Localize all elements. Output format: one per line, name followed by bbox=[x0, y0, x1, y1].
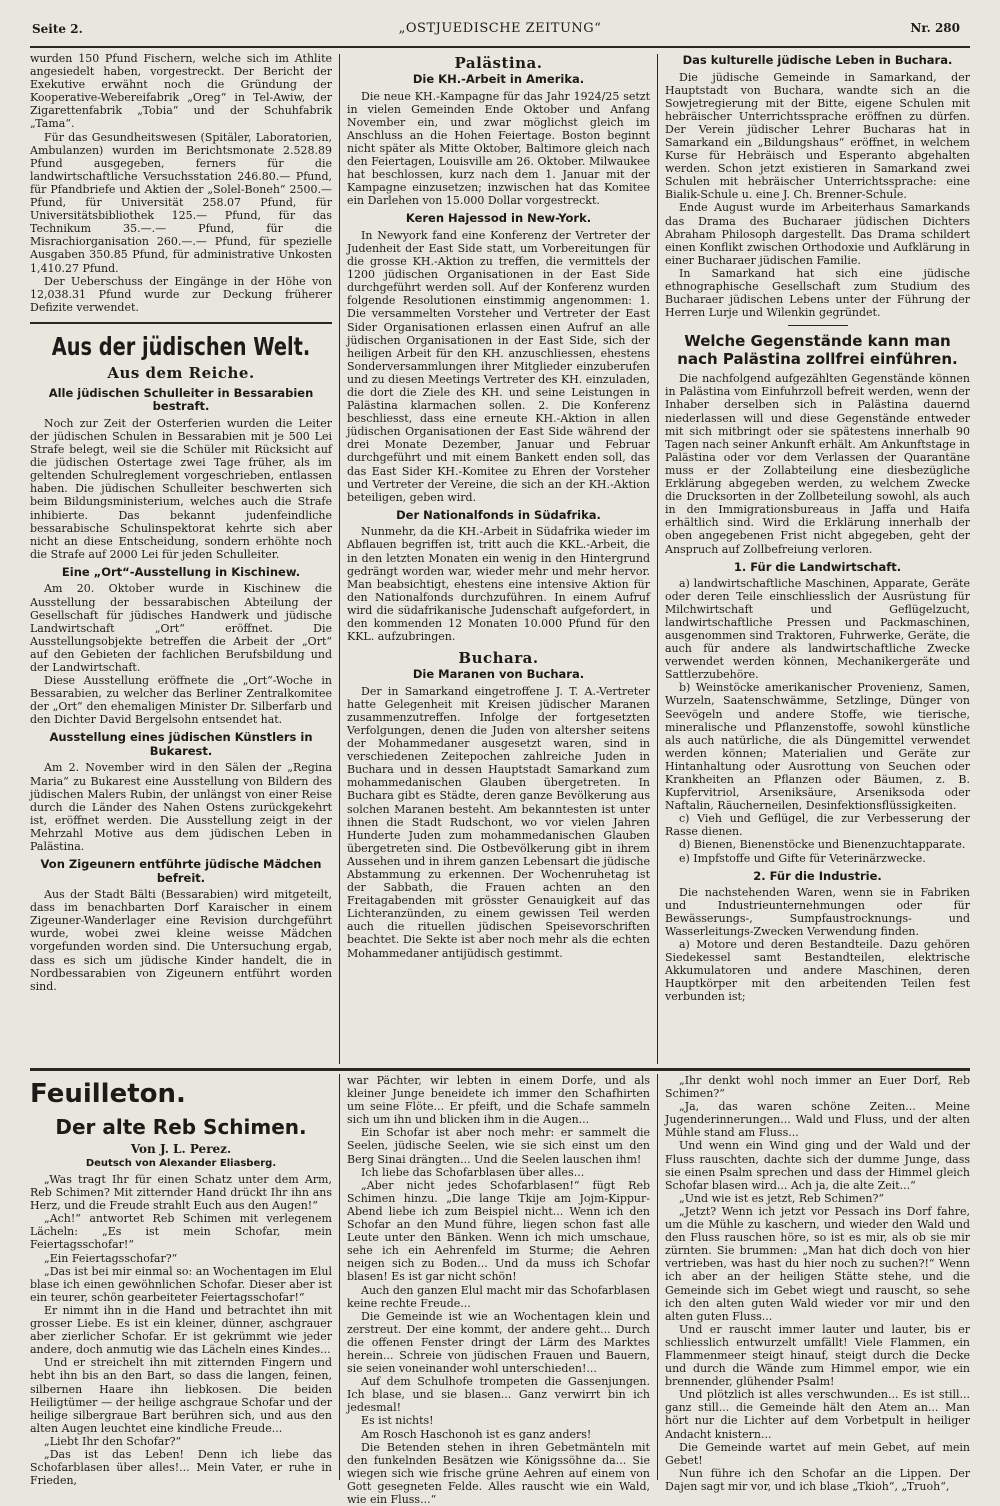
feuilleton-c3-p3: Und wenn ein Wind ging und der Wald und der Fluss rauschten, dachte sich der dumme Junge, dass sie einen Psalm sprechen und dass der Himmel gleich Schofar blasen wird... Ach ja, die alte Zeit...“ bbox=[665, 1139, 970, 1192]
feuilleton-c3-p2: „Ja, das waren schöne Zeiten... Meine Jugenderinnerungen... Wald und Fluss, und der alten Mühle stand am Fluss... bbox=[665, 1100, 970, 1140]
feuilleton-label: Feuilleton. bbox=[30, 1079, 186, 1109]
feuilleton-c1-p8: „Das ist das Leben! Denn ich liebe das Schofarblasen über alles!... Mein Vater, er ruhe in Frieden, bbox=[30, 1447, 332, 1488]
list-item-e: e) Impfstoffe und Gifte für Veterinärzwecke. bbox=[679, 851, 926, 865]
feuilleton-rule bbox=[30, 1068, 970, 1071]
feuilleton-c2-p7: Auf dem Schulhofe trompeten die Gassenjungen. Ich blase, und sie blasen... Ganz verwirrt bin ich jedesmal! bbox=[347, 1375, 650, 1415]
feuilleton-c3-p7: Und plötzlich ist alles verschwunden... Es ist still... ganz still... die Gemeinde hält den Atem an... Man hört nur die Lichter auf dem Vorbetpult in heiliger Andacht knistern... bbox=[665, 1388, 970, 1441]
article-text-kultur-1: Die jüdische Gemeinde in Samarkand, der Hauptstadt von Buchara, wandte sich an die Sowjetregierung mit der Bitte, eigene Schulen mit hebräischer Unterrichtssprache eröffnen zu dürfen. Der Verein jüdischer Lehrer Bucharas hat in Samarkand ein „Bildungshaus“ eröffnet, in welchem Kurse für Hebräisch und Esperanto abgehalten werden. Schon jetzt existieren in Samarkand zwei Schulen mit hebräischer Unterrichtssprache: eine Bialik-Schule u. eine J. Ch. Brenner-Schule. bbox=[665, 70, 970, 202]
header-rule bbox=[30, 46, 970, 48]
article-title-zollfrei: Welche Gegenstände kann man nach Palästina zollfrei einführen. bbox=[677, 332, 958, 369]
feuilleton-c3-p4: „Und wie ist es jetzt, Reb Schimen?“ bbox=[679, 1191, 884, 1205]
palaestina-heading: Palästina. bbox=[454, 54, 543, 72]
list-item-d: d) Bienen, Bienenstöcke und Bienenzuchtapparate. bbox=[679, 838, 966, 852]
feuilleton-c2-p9: Am Rosch Haschonoh ist es ganz anders! bbox=[361, 1427, 592, 1441]
reich-heading: Aus dem Reiche. bbox=[107, 363, 255, 382]
column-2 bbox=[347, 52, 650, 1062]
list2-item-a: a) Motore und deren Bestandteile. Dazu gehören Siedekessel samt Bestandteilen, elektrische Akkumulatoren und andere Maschinen, deren Hauptkörper mit den arbeitenden Teilen fest verbunden ist; bbox=[665, 938, 970, 1004]
article-title-ort: Eine „Ort“-Ausstellung in Kischinew. bbox=[61, 564, 301, 579]
feuilleton-c3-p9: Nun führe ich den Schofar an die Lippen. Der Dajen sagt mir vor, und ich blase „Tkioh“, „Truoh“, bbox=[665, 1466, 970, 1493]
section-rule bbox=[30, 322, 332, 324]
article-title-zigeuner: Von Zigeunern entführte jüdische Mädchen befreit. bbox=[40, 857, 322, 885]
column-rule-2 bbox=[657, 54, 658, 1064]
feuilleton-column-rule-2 bbox=[657, 1074, 658, 1480]
feuilleton-c1-p7: „Liebt Ihr den Schofar?“ bbox=[44, 1434, 182, 1448]
col1-intro-p3: Der Ueberschuss der Eingänge in der Höhe von 12,038.31 Pfund wurde zur Deckung früherer Defizite verwendet. bbox=[30, 274, 332, 314]
feuilleton-column-2 bbox=[347, 1074, 650, 1506]
feuilleton-c2-p6: Die Gemeinde ist wie an Wochentagen klein und zerstreut. Der eine kommt, der andere geht... Durch die offenen Fenster dringt der Lärm des Marktes herein... Schreie von jüdischen Frauen und Bauern, sie seien voneinander wohl unterschieden!... bbox=[347, 1309, 650, 1376]
short-divider bbox=[788, 325, 848, 326]
column-1 bbox=[30, 52, 332, 1062]
article-text-nationalfonds: Nunmehr, da die KH.-Arbeit in Südafrika wieder im Abflauen begriffen ist, tritt auch die KKL.-Arbeit, die in den letzten Monaten ein wenig in den Hintergrund gedrängt worden war, wieder mehr und mehr hervor. Man beabsichtigt, ehestens eine intensive Aktion für den Nationalfonds durchzuführen. In einem Aufruf wird die südafrikanische Judenschaft aufgefordert, in den kommenden 12 Monaten 10.000 Pfund für den KKL. aufzubringen. bbox=[347, 525, 650, 644]
article-text-maranen: Der in Samarkand eingetroffene J. T. A.-Vertreter hatte Gelegenheit mit Kreisen jüdischer Maranen zusammenzutreffen. Infolge der fortgesetzten Verfolgungen, denen die Juden von altersher seitens der Mohammedaner ausgesetzt waren, sind in verschiedenen Zeitepochen zahlreiche Juden in Buchara und in dessen Hauptstadt Samarkand zum mohammedanischen Glauben übergetreten. In Buchara gibt es Städte, deren ganze Bevölkerung aus solchen Maranen besteht. Am bekanntesten ist unter ihnen die Stadt Rudschont, wo vor vielen Jahren Hunderte Juden zum mohammedanischen Glauben übergetreten sind. Die Ostbevölkerung gibt in ihrem Aussehen und in ihrem ganzen Lebensart die jüdische Abstammung zu erkennen. Der Wochenruhetag ist der Sabbath, die Frauen achten an den Freitagabenden mit grösster Genauigkeit auf das Lichteranzünden, zu einem gewissen Teil werden auch die rituellen jüdischen Speisevorschriften beachtet. Die Sekte ist aber noch mehr als die echten Mohammedaner antijüdisch gestimmt. bbox=[347, 684, 650, 960]
column-3 bbox=[665, 52, 970, 1062]
feuilleton-c2-p1: war Pächter, wir lebten in einem Dorfe, und als kleiner Junge beneidete ich immer den Schafhirten um seine Flöte... Er pfeift, und die Schafe sammeln sich um ihn und blicken ihm in die Augen... bbox=[347, 1074, 650, 1127]
feuilleton-column-3 bbox=[665, 1074, 970, 1493]
article-text-kh-amerika: Die neue KH.-Kampagne für das Jahr 1924/25 setzt in vielen Gemeinden Ende Oktober und Anfang November ein, und zwar möglichst gleich im Anschluss an die Hohen Feiertage. Boston beginnt nicht später als Mitte Oktober, Baltimore gleich nach den Feiertagen, Louisville am 26. Oktober. Milwaukee hat beschlossen, kurz nach dem 1. Januar mit der Kampagne einzusetzen; inzwischen hat das Komitee ein Darlehen von 15.000 Dollar vorgestreckt. bbox=[347, 89, 650, 208]
article-title-nationalfonds: Der Nationalfonds in Südafrika. bbox=[396, 507, 601, 522]
feuilleton-c3-p1: „Ihr denkt wohl noch immer an Euer Dorf, Reb Schimen?“ bbox=[665, 1074, 970, 1101]
feuilleton-c1-p2: „Ach!“ antwortet Reb Schimen mit verlegenem Lächeln: „Es ist mein Schofar, mein Feiertagsschofar!“ bbox=[30, 1212, 332, 1252]
list-item-c: c) Vieh und Geflügel, die zur Verbesserung der Rasse dienen. bbox=[665, 812, 970, 839]
article-title-keren-hajessod: Keren Hajessod in New-York. bbox=[405, 211, 592, 226]
list2-item-intro: Die nachstehenden Waren, wenn sie in Fabriken und Industrieunternehmungen oder für Bewässerungs-, Sumpfaustrocknungs- und Wasserleitungs-Zwecken Verwendung finden. bbox=[665, 885, 970, 938]
issue-number: Nr. 280 bbox=[910, 21, 960, 35]
feuilleton-c2-p3: Ich liebe das Schofarblasen über alles... bbox=[361, 1165, 585, 1179]
jewish-world-heading: Aus der jüdischen Welt. bbox=[51, 331, 311, 361]
list-item-b: b) Weinstöcke amerikanischer Provenienz, Samen, Wurzeln, Saatenschwämme, Setzlinge, Dünger von Seevögeln und andere Stoffe, wie tierische, mineralische und Pflanzenstoffe, sowohl künstliche als auch natürliche, die als Düngemittel verwendet werden können; Materialien und Geräte zur Hintanhaltung oder Ausrottung von Seuchen oder Krankheiten an Pflanzen oder Bäumen, z. B. Kupfervitriol, Arseniksäure, Arseniksoda oder Naftalin, Räucherneilen, Desinfektionsflüssigkeiten. bbox=[665, 681, 970, 813]
article-text-kuenstler: Am 2. November wird in den Sälen der „Regina Maria“ zu Bukarest eine Ausstellung von Bildern des jüdischen Malers Rubin, der unlängst von einer Reise durch die Länder des Nahen Ostens zurückgekehrt ist, eröffnet werden. Die Ausstellung zeigt in der Mehrzahl Motive aus dem jüdischen Leben in Palästina. bbox=[30, 761, 332, 853]
article-text-zollfrei: Die nachfolgend aufgezählten Gegenstände können in Palästina vom Einfuhrzoll befreit werden, wenn der Inhaber derselben sich in Palästina dauernd niederlassen will und diese Gegenstände entweder mit sich mitbringt oder sie spätestens innerhalb 90 Tagen nach seiner Ankunft erhält. Am Ankunftstage in Palästina oder vor dem Verlassen der Quarantäne muss er der Zollabteilung eine diesbezügliche Erklärung abgegeben werden, zu welchem Zwecke die Drucksorten in der Zollbeteilung sowohl, als auch in den Immigrationsbureaus in Jaffa und Haifa erhältlich sind. Wird die Erklärung innerhalb der oben angegebenen Frist nicht abgegeben, geht der Anspruch auf Zollbefreiung verloren. bbox=[665, 372, 970, 556]
column-rule-1 bbox=[339, 54, 340, 1064]
article-title-kultur-buchara: Das kulturelle jüdische Leben in Buchara. bbox=[682, 53, 953, 67]
col1-intro-p2: Für das Gesundheitswesen (Spitäler, Laboratorien, Ambulanzen) wurden im Berichtsmonate 2.528.89 Pfund ausgegeben, ferners für die landwirtschaftliche Versuchsstation 246.80.— Pfund, für Pfandbriefe und Aktien der „Solel-Boneh“ 2500.— Pfund, für Universität 258.07 Pfund, für Universitätsbibliothek 125.— Pfund, für das Technikum 35.—.— Pfund, für die Misrachiorganisation 260.—.— Pfund, für spezielle Ausgaben 350.85 Pfund, für administrative Unkosten 1,410.27 Pfund. bbox=[30, 130, 332, 275]
feuilleton-c2-p2: Ein Schofar ist aber noch mehr: er sammelt die Seelen, jüdische Seelen, wie sie sich einst um den Berg Sinai drängten... Und die Seelen lauschen ihm! bbox=[347, 1126, 650, 1166]
feuilleton-c2-p10: Die Betenden stehen in ihren Gebetmänteln mit den funkelnden Besätzen wie Königssöhne da... Sie wiegen sich wie frische grüne Aehren auf einem von Gott gesegneten Felde. Alles rauscht wie ein Wald, wie ein Fluss...“ bbox=[347, 1440, 650, 1506]
col1-intro-p1: wurden 150 Pfund Fischern, welche sich im Athlite angesiedelt haben, vorgestreckt. Der Bericht der Exekutive erwähnt noch die Gründung der Kooperative-Webereifabrik „Oreg“ in Tel-Awiw, der Zigarettenfabrik „Tobia“ und der Schuhfabrik „Tama“. bbox=[30, 52, 332, 131]
feuilleton-c3-p5: „Jetzt? Wenn ich jetzt vor Pessach ins Dorf fahre, um die Mühle zu kaschern, und wieder den Wald und den Fluss rauschen höre, so ist es mir, als ob sie mir zürnten. Sie brummen: „Man hat dich doch von hier vertrieben, was hast du hier noch zu suchen?!“ Wenn ich aber an der heiligen Stätte stehe, und die Gemeinde sich im Gebet wiegt und rauscht, so sehe ich den alten guten Wald wieder vor mir und den alten guten Fluss... bbox=[665, 1204, 970, 1323]
article-text-ort-1: Am 20. Oktober wurde in Kischinew die Ausstellung der bessarabischen Abteilung der Gesellschaft für jüdisches Handwerk und jüdische Landwirtschaft „Ort“ eröffnet. Die Ausstellungsobjekte betreffen die Arbeit der „Ort“ auf den Gebieten der fachlichen Berufsbildung und der Landwirtschaft. bbox=[30, 582, 332, 674]
feuilleton-c2-p4: „Aber nicht jedes Schofarblasen!“ fügt Reb Schimen hinzu. „Die lange Tkije am Jojm-Kippur-Abend liebe ich zum Beispiel nicht... Wenn ich den Schofar an den Mund führe, liegen schon fast alle Leute unter den Bänken. Wenn ich mich umschaue, sehe ich ein Aehrenfeld im Sturme; die Aehren neigen sich zu Boden... Und da muss ich Schofar blasen! Es ist gar nicht schön! bbox=[347, 1178, 650, 1284]
feuilleton-c1-p4: „Das ist bei mir einmal so: an Wochentagen im Elul blase ich einen gewöhnlichen Schofar. Dieser aber ist ein teurer, schön gearbeiteter Feiertagsschofar!“ bbox=[30, 1264, 332, 1304]
page-number: Seite 2. bbox=[32, 22, 83, 36]
article-text-kultur-2: Ende August wurde im Arbeiterhaus Samarkands das Drama des Bucharaer jüdischen Dichters Abraham Philosoph dargestellt. Das Drama schildert einen Konflikt zwischen Orthodoxie und Aufklärung in einer Bucharaer jüdischen Familie. bbox=[665, 201, 970, 267]
article-text-keren-hajessod: In Newyork fand eine Konferenz der Vertreter der Judenheit der East Side statt, um Vorbereitungen für die grosse KH.-Aktion zu treffen, die vermittels der 1200 jüdischen Organisationen in der East Side durchgeführt werden soll. Auf der Konferenz wurden folgende Resolutionen einstimmig angenommen: 1. Die versammelten Vorsteher und Vertreter der East Sider Organisationen erlassen einen Aufruf an alle jüdischen Organisationen in der East Side, sich der heiligen Arbeit für den KH. anzuschliessen, ehestens Sonderversammlungen ihrer Mitglieder einzuberufen und zu diesen Meetings Vertreter des KH. einzuladen, die dort die Ziele des KH. und seine Leistungen in Palästina klarmachen sollen. 2. Die Konferenz beschliesst, dass eine erneute KH.-Aktion in allen jüdischen Organisationen der East Side während der drei Monate Dezember, Januar und Februar durchgeführt und mit einem Bankett enden soll, das das East Sider KH.-Komitee zu Ehren der Vorsteher und Vertreter der Vereine, die sich an der KH.-Aktion beteiligen, geben wird. bbox=[347, 228, 650, 504]
article-text-zigeuner: Aus der Stadt Bälti (Bessarabien) wird mitgeteilt, dass im benachbarten Dorf Karaischer in einem Zigeuner-Wanderlager eine Revision durchgeführt wurde, wobei zwei kleine weisse Mädchen vorgefunden worden sind. Die Untersuchung ergab, dass es sich um jüdische Kinder handelt, die in Nordbessarabien von Zigeunern entführt worden sind. bbox=[30, 888, 332, 993]
feuilleton-c1-p1: „Was tragt Ihr für einen Schatz unter dem Arm, Reb Schimen? Mit zitternder Hand drückt Ihr ihn ans Herz, und die Freude strahlt Euch aus den Augen!“ bbox=[30, 1173, 332, 1213]
feuilleton-c2-p5: Auch den ganzen Elul macht mir das Schofarblasen keine rechte Freude... bbox=[347, 1283, 650, 1310]
feuilleton-c2-p8: Es ist nichts! bbox=[361, 1414, 434, 1428]
feuilleton-title: Der alte Reb Schimen. bbox=[55, 1115, 307, 1139]
article-title-schulleiter: Alle jüdischen Schulleiter in Bessarabien bestraft. bbox=[48, 385, 314, 414]
feuilleton-c3-p8: Die Gemeinde wartet auf mein Gebet, auf mein Gebet! bbox=[665, 1440, 970, 1467]
article-title-maranen: Die Maranen von Buchara. bbox=[412, 667, 585, 682]
feuilleton-c1-p6: Und er streichelt ihn mit zitternden Fingern und hebt ihn bis an den Bart, so dass die langen, feinen, silbernen Haare ihn liebkosen. Die beiden Heiligtümer — der heilige aschgraue Schofar und der heilige silbergraue Bart berühren sich, und aus den alten Augen leuchtet eine kindliche Freude... bbox=[30, 1356, 332, 1435]
newspaper-title: „OSTJUEDISCHE ZEITUNG“ bbox=[398, 21, 602, 36]
feuilleton-translator: Deutsch von Alexander Eliasberg. bbox=[85, 1158, 277, 1169]
list-item-a: a) landwirtschaftliche Maschinen, Apparate, Geräte oder deren Teile einschliesslich der Ausrüstung für Milchwirtschaft und Geflügelzucht, landwirtschaftliche Pressen und Packmaschinen, ausgenommen sind Traktoren, Fuhrwerke, Geräte, die auch für andere als landwirtschaftliche Zwecke verwendet werden können, Mechanikergeräte und Sattlerzubehöre. bbox=[665, 576, 970, 682]
feuilleton-column-1 bbox=[30, 1072, 332, 1488]
article-title-kh-amerika: Die KH.-Arbeit in Amerika. bbox=[412, 72, 585, 86]
article-text-schulleiter: Noch zur Zeit der Osterferien wurden die Leiter der jüdischen Schulen in Bessarabien mit je 500 Lei Strafe belegt, weil sie die Schüler mit Rücksicht auf die jüdischen Ostertage zwei Tage früher, als im geltenden Schulreglement vorgeschrieben, entlassen haben. Die jüdischen Schulleiter beschwerten sich beim Bildungsministerium, welches auch die Strafe inhibierte. Das bekannt judenfeindliche bessarabische Schulinspektorat kehrte sich aber nicht an diese Entscheidung, sondern erhöhte noch die Strafe auf 2000 Lei für jeden Schulleiter. bbox=[30, 416, 332, 561]
article-text-kultur-3: In Samarkand hat sich eine jüdische ethnographische Gesellschaft zum Studium des Bucharaer jüdischen Lebens unter der Führung der Herren Lurje und Wilenkin gegründet. bbox=[665, 266, 970, 320]
list-title-landwirtschaft: 1. Für die Landwirtschaft. bbox=[733, 559, 902, 574]
feuilleton-author: Von J. L. Perez. bbox=[130, 1142, 232, 1156]
feuilleton-column-rule-1 bbox=[339, 1074, 340, 1480]
article-text-ort-2: Diese Ausstellung eröffnete die „Ort“-Woche in Bessarabien, zu welcher das Berliner Zentralkomitee der „Ort“ den ehemaligen Minister Dr. Silberfarb und den Dichter David Bergelsohn entsendet hat. bbox=[30, 674, 332, 727]
list-title-industrie: 2. Für die Industrie. bbox=[753, 868, 882, 883]
feuilleton-c1-p5: Er nimmt ihn in die Hand und betrachtet ihn mit grosser Liebe. Es ist ein kleiner, dünner, aschgrauer aber zierlicher Schofar. Er ist gekrümmt wie jeder andere, doch anmutig wie das Lächeln eines Kindes... bbox=[30, 1303, 332, 1357]
article-title-kuenstler: Ausstellung eines jüdischen Künstlers in Bukarest. bbox=[49, 730, 313, 758]
page-header bbox=[0, 14, 1000, 40]
feuilleton-c3-p6: Und er rauscht immer lauter und lauter, bis er schliesslich entwurzelt umfällt! Viele Flammen, ein Flammenmeer steigt hinauf, steigt durch die Decke und durch die Wände zum Himmel empor, wie ein brennender, glühender Psalm! bbox=[665, 1322, 970, 1389]
buchara-heading: Buchara. bbox=[458, 649, 539, 668]
feuilleton-c1-p3: „Ein Feiertagsschofar?“ bbox=[44, 1251, 178, 1265]
